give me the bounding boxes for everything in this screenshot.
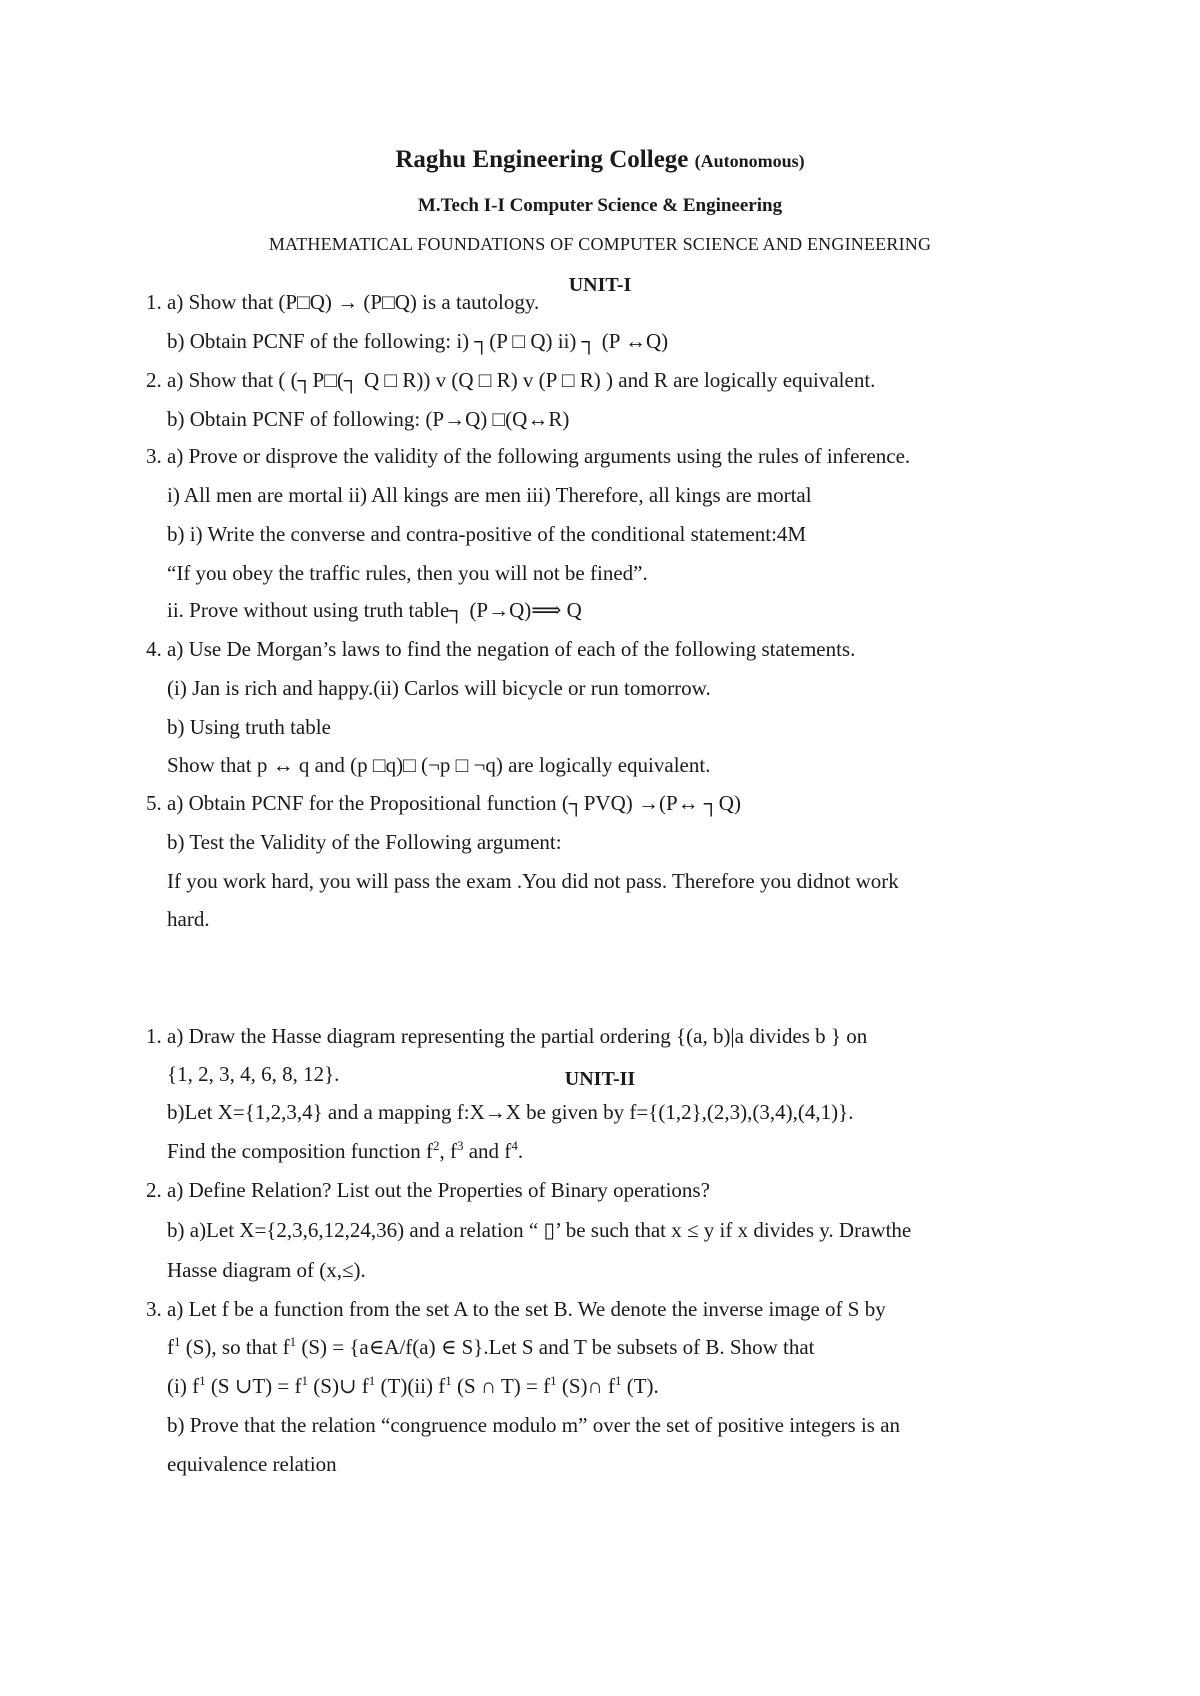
line-text: (S ∪T) = f xyxy=(205,1374,302,1398)
question-line: b) Obtain PCNF of the following: i) ┐(P □ Q) ii) ┐ (P ↔Q) xyxy=(167,329,669,353)
question-line: a) Draw the Hasse diagram representing the partial ordering {(a, b)|a divides b } on xyxy=(167,1024,868,1048)
unit-2-heading: UNIT-II xyxy=(564,1068,636,1090)
line-text: , f xyxy=(439,1139,457,1163)
superscript: 2 xyxy=(432,1138,440,1153)
question-line xyxy=(167,1138,524,1163)
question-line: {1, 2, 3, 4, 6, 8, 12}. xyxy=(167,1062,340,1086)
superscript: 3 xyxy=(456,1138,464,1153)
superscript: 1 xyxy=(614,1373,622,1388)
question-line xyxy=(167,1373,659,1398)
question-line: equivalence relation xyxy=(167,1452,337,1476)
question-number: 1. xyxy=(146,290,162,314)
superscript: 1 xyxy=(368,1373,376,1388)
superscript: 1 xyxy=(289,1334,297,1349)
unit-1-heading: UNIT-I xyxy=(568,274,632,296)
question-number: 5. xyxy=(146,791,162,815)
college-name xyxy=(0,146,1200,174)
question-number: 3. xyxy=(146,444,162,468)
superscript: 1 xyxy=(550,1373,557,1388)
question-line: b) Prove that the relation “congruence modulo m” over the set of positive integers is an xyxy=(167,1413,901,1437)
question-line: a) Show that (P□Q) → (P□Q) is a tautology. xyxy=(167,290,540,314)
question-number: 3. xyxy=(146,1297,162,1321)
superscript: 1 xyxy=(199,1373,206,1388)
line-text: (i) f xyxy=(167,1374,200,1398)
question-line: b) Using truth table xyxy=(167,715,331,739)
question-line: b) Test the Validity of the Following argument: xyxy=(167,830,562,854)
question-line: Hasse diagram of (x,≤). xyxy=(167,1258,366,1282)
line-text: (S ∩ T) = f xyxy=(451,1374,551,1398)
superscript: 1 xyxy=(301,1373,309,1388)
line-text: (T). xyxy=(621,1374,659,1398)
college-title: Raghu Engineering College xyxy=(395,146,689,173)
department-title: M.Tech I-I Computer Science & Engineering xyxy=(417,195,783,216)
superscript: 4 xyxy=(511,1138,518,1153)
line-text: (S) = {a∈A/f(a) ∈ S}.Let S and T be subsets of B. Show that xyxy=(296,1335,815,1359)
question-line: a) Prove or disprove the validity of the following arguments using the rules of inference. xyxy=(167,444,911,468)
question-line: hard. xyxy=(167,907,210,931)
question-line: (i) Jan is rich and happy.(ii) Carlos will bicycle or run tomorrow. xyxy=(167,676,711,700)
superscript: 1 xyxy=(174,1334,181,1349)
question-line: a) Show that ( (┐P□(┐ Q □ R)) v (Q □ R) v (P □ R) ) and R are logically equivalent. xyxy=(167,368,876,392)
subject-title: MATHEMATICAL FOUNDATIONS OF COMPUTER SCIENCE AND ENGINEERING xyxy=(268,234,932,254)
line-text: (T)(ii) f xyxy=(375,1374,446,1398)
line-text: (S), so that f xyxy=(180,1335,290,1359)
question-line: b) i) Write the converse and contra-positive of the conditional statement:4M xyxy=(167,522,807,546)
question-number: 4. xyxy=(146,637,162,661)
question-line xyxy=(167,1334,815,1359)
question-line: “If you obey the traffic rules, then you will not be fined”. xyxy=(167,561,648,585)
question-number: 1. xyxy=(146,1024,162,1048)
superscript: 1 xyxy=(445,1373,452,1388)
line-text: (S)∩ f xyxy=(556,1374,615,1398)
question-line: b)Let X={1,2,3,4} and a mapping f:X→X be given by f={(1,2},(2,3),(3,4),(4,1)}. xyxy=(167,1100,854,1124)
autonomous-label: (Autonomous) xyxy=(694,151,805,171)
question-line: i) All men are mortal ii) All kings are men iii) Therefore, all kings are mortal xyxy=(167,483,812,507)
line-text: f xyxy=(167,1335,174,1359)
question-line: b) Obtain PCNF of following: (P→Q) □(Q↔R) xyxy=(167,407,570,431)
question-line: a) Use De Morgan’s laws to find the negation of each of the following statements. xyxy=(167,637,856,661)
question-line: a) Define Relation? List out the Properties of Binary operations? xyxy=(167,1178,710,1202)
question-number: 2. xyxy=(146,368,162,392)
question-line: b) a)Let X={2,3,6,12,24,36) and a relation “ ▯’ be such that x ≤ y if x divides y. Drawthe xyxy=(167,1218,912,1242)
line-text: . xyxy=(517,1139,524,1163)
question-line: If you work hard, you will pass the exam .You did not pass. Therefore you didnot work xyxy=(167,869,899,893)
question-line: a) Let f be a function from the set A to the set B. We denote the inverse image of S by xyxy=(167,1297,886,1321)
question-number: 2. xyxy=(146,1178,162,1202)
question-line: a) Obtain PCNF for the Propositional function (┐PVQ) →(P↔ ┐Q) xyxy=(167,791,741,815)
line-text: (S)∪ f xyxy=(308,1374,369,1398)
question-line: Show that p ↔ q and (p □q)□ (¬p □ ¬q) are logically equivalent. xyxy=(167,753,711,777)
line-text: and f xyxy=(463,1139,512,1163)
question-line: ii. Prove without using truth table┐ (P→Q)⟹ Q xyxy=(167,598,582,622)
line-text: Find the composition function f xyxy=(167,1139,433,1163)
